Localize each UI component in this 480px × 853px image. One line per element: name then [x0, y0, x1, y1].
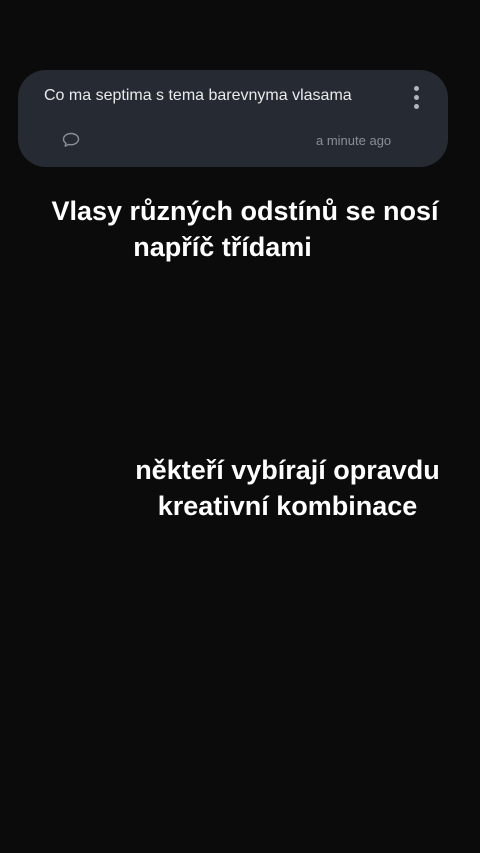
caption-top — [0, 193, 480, 265]
comment-bubble-icon[interactable] — [62, 132, 80, 148]
post-text: Co ma septima s tema barevnyma vlasama — [44, 87, 352, 104]
more-vertical-icon[interactable] — [412, 86, 420, 112]
caption-middle-line-2: kreativní kombinace — [157, 491, 418, 521]
caption-middle — [115, 452, 460, 524]
caption-middle-line-1: někteří vybírají opravdu — [135, 455, 440, 485]
caption-top-line-1: Vlasy různých odstínů se nosí — [51, 196, 439, 226]
post-card[interactable] — [18, 70, 448, 167]
caption-top-line-2: napříč třídami — [133, 232, 312, 262]
post-timestamp: a minute ago — [316, 133, 392, 148]
